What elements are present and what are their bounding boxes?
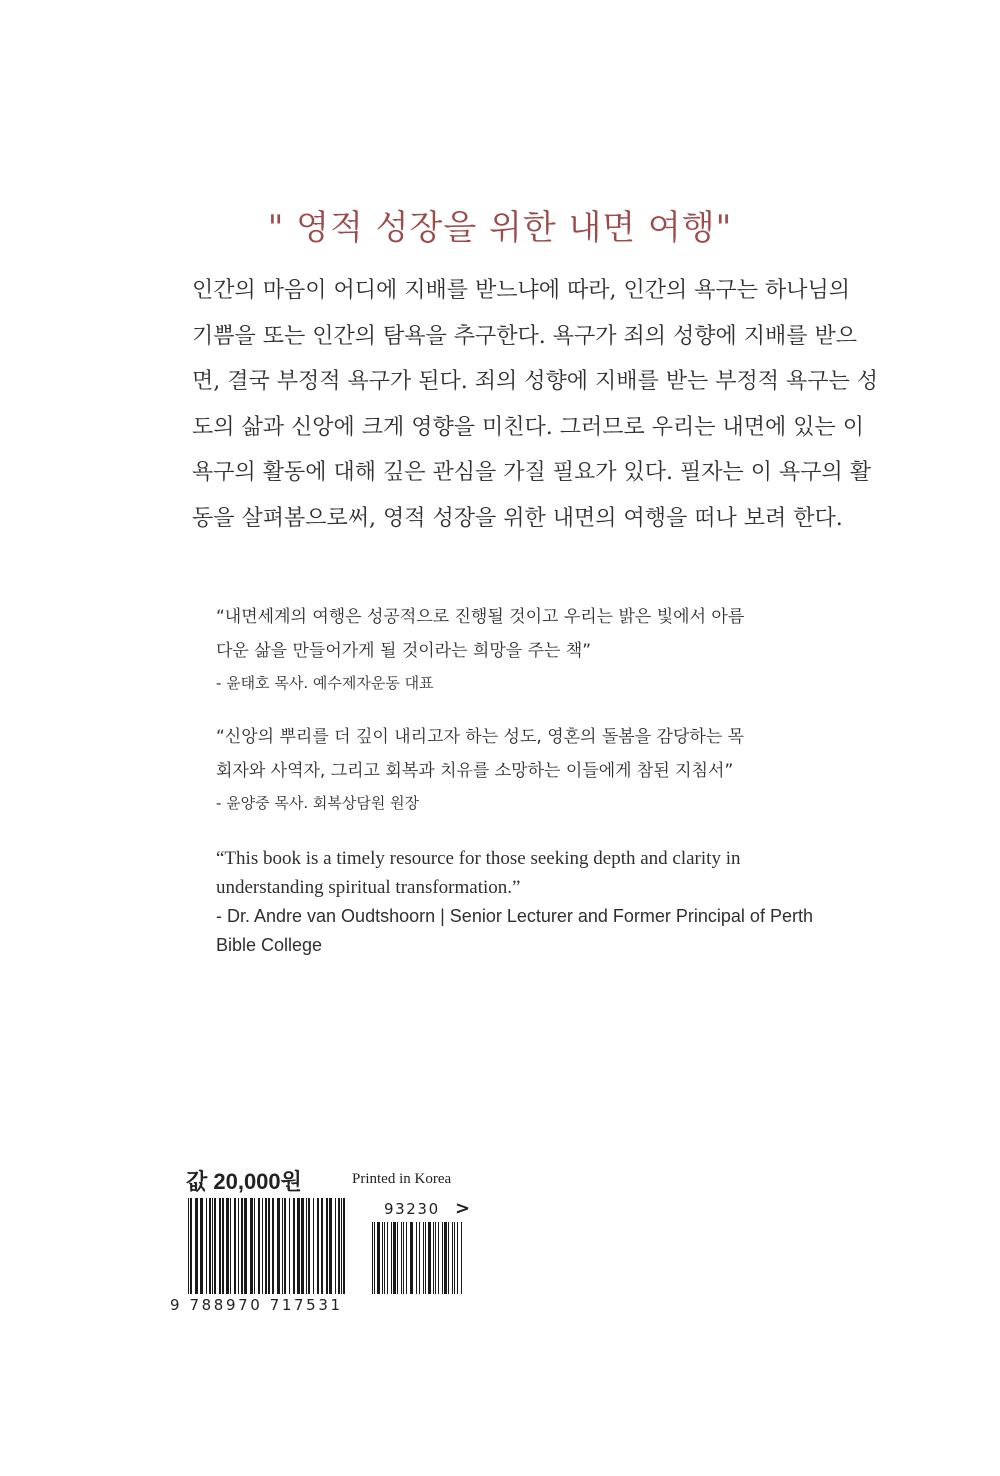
description-line: 동을 살펴봄으로써, 영적 성장을 위한 내면의 여행을 떠나 보려 한다. bbox=[192, 505, 843, 531]
barcode-bar bbox=[293, 1198, 295, 1294]
barcode-bar bbox=[454, 1222, 455, 1294]
barcode-bar bbox=[254, 1198, 255, 1294]
barcode-bar bbox=[282, 1198, 283, 1294]
barcode-bar bbox=[190, 1198, 192, 1294]
barcode-bar bbox=[416, 1222, 417, 1294]
isbn-barcode bbox=[188, 1198, 348, 1294]
quote-line: “내면세계의 여행은 성공적으로 진행될 것이고 우리는 밝은 빛에서 아름 bbox=[216, 607, 745, 627]
quote-line: “This book is a timely resource for those seeking depth and clarity in bbox=[216, 848, 741, 869]
barcode-bar bbox=[317, 1198, 319, 1294]
barcode-bar bbox=[212, 1198, 213, 1294]
endorsement-attribution: - 윤태호 목사. 예수제자운동 대표 bbox=[216, 674, 434, 692]
barcode-bar bbox=[219, 1198, 221, 1294]
barcode-bar bbox=[306, 1198, 307, 1294]
barcode-bar bbox=[200, 1198, 203, 1294]
barcode-bar bbox=[374, 1222, 375, 1294]
barcode-bar bbox=[226, 1198, 229, 1294]
barcode-bar bbox=[284, 1198, 286, 1294]
barcode-bar bbox=[214, 1198, 216, 1294]
printed-in-label: Printed in Korea bbox=[352, 1171, 452, 1187]
quote-line: understanding spiritual transformation.” bbox=[216, 877, 521, 898]
barcode-bar bbox=[448, 1222, 449, 1294]
endorsement-attribution: - 윤양중 목사. 회복상담원 원장 bbox=[216, 794, 420, 812]
barcode-bar bbox=[321, 1198, 323, 1294]
barcode-bar bbox=[308, 1198, 310, 1294]
barcode-bar bbox=[297, 1198, 300, 1294]
barcode-bar bbox=[277, 1198, 280, 1294]
barcode-bar bbox=[335, 1198, 336, 1294]
attribution-line: - Dr. Andre van Oudtshoorn | Senior Lecturer and Former Principal of Perth bbox=[216, 906, 813, 926]
barcode-bar bbox=[435, 1222, 436, 1294]
barcode-bar bbox=[195, 1198, 198, 1294]
description-line: 욕구의 활동에 대해 깊은 관심을 가질 필요가 있다. 필자는 이 욕구의 활 bbox=[192, 460, 871, 486]
barcode-bar bbox=[250, 1198, 253, 1294]
barcode-bar bbox=[272, 1198, 274, 1294]
barcode-bar bbox=[444, 1222, 447, 1294]
barcode-bar bbox=[268, 1198, 270, 1294]
endorsement-quote bbox=[216, 600, 796, 668]
description-line: 기쁨을 또는 인간의 탐욕을 추구한다. 욕구가 죄의 성향에 지배를 받으 bbox=[192, 323, 857, 349]
barcode-bar bbox=[457, 1222, 458, 1294]
barcode-bar bbox=[241, 1198, 243, 1294]
barcode-bar bbox=[222, 1198, 224, 1294]
barcode-bar bbox=[387, 1222, 388, 1294]
barcode-bar bbox=[461, 1222, 462, 1294]
endorsement-1 bbox=[216, 600, 796, 698]
barcode-bar bbox=[410, 1222, 413, 1294]
barcode-bar bbox=[393, 1222, 396, 1294]
barcode-bar bbox=[452, 1222, 453, 1294]
barcode-bar bbox=[289, 1198, 290, 1294]
barcode-bar bbox=[377, 1222, 380, 1294]
price-label: 값 20,000원 bbox=[186, 1169, 302, 1194]
barcode-bar bbox=[419, 1222, 420, 1294]
barcode-bar bbox=[425, 1222, 426, 1294]
quote-line: 회자와 사역자, 그리고 회복과 치유를 소망하는 이들에게 참된 지침서” bbox=[216, 761, 734, 781]
description-paragraph bbox=[192, 268, 878, 542]
quote-line: “신앙의 뿌리를 더 깊이 내리고자 하는 성도, 영혼의 돌봄을 감당하는 목 bbox=[216, 727, 745, 747]
barcode-bar bbox=[188, 1198, 189, 1294]
barcode-bar bbox=[230, 1198, 231, 1294]
barcode-bar bbox=[406, 1222, 407, 1294]
description-line: 도의 삶과 신앙에 크게 영향을 미친다. 그러므로 우리는 내면에 있는 이 bbox=[192, 414, 864, 440]
barcode-bar bbox=[397, 1222, 398, 1294]
endorsement-quote bbox=[216, 844, 796, 902]
barcode-bar bbox=[341, 1198, 342, 1294]
barcode-bar bbox=[326, 1198, 328, 1294]
barcode-bar bbox=[438, 1222, 439, 1294]
barcode-bar bbox=[262, 1198, 263, 1294]
barcode-bar bbox=[329, 1198, 332, 1294]
barcode-bar bbox=[382, 1222, 383, 1294]
headline: " 영적 성장을 위한 내면 여행" bbox=[267, 208, 733, 248]
barcode-bar bbox=[338, 1198, 340, 1294]
barcode-bar bbox=[423, 1222, 424, 1294]
endorsement-quote bbox=[216, 720, 796, 788]
barcode-bar bbox=[384, 1222, 385, 1294]
barcode-bar bbox=[372, 1222, 373, 1294]
description-line: 면, 결국 부정적 욕구가 된다. 죄의 성향에 지배를 받는 부정적 욕구는 성 bbox=[192, 369, 878, 395]
barcode-bar bbox=[234, 1198, 236, 1294]
quote-line: 다운 삶을 만들어가게 될 것이라는 희망을 주는 책” bbox=[216, 641, 592, 661]
endorsement-2 bbox=[216, 720, 796, 818]
chevron-right-icon: > bbox=[455, 1198, 471, 1219]
barcode-bar bbox=[265, 1198, 267, 1294]
endorsement-attribution bbox=[216, 902, 813, 960]
barcode-bar bbox=[403, 1222, 404, 1294]
barcode-bar bbox=[428, 1222, 431, 1294]
barcode-bar bbox=[433, 1222, 434, 1294]
barcode-bar bbox=[343, 1198, 345, 1294]
barcode-bar bbox=[206, 1198, 207, 1294]
barcode-bar bbox=[391, 1222, 392, 1294]
barcode-bar bbox=[401, 1222, 402, 1294]
isbn-digits: 9 788970 717531 bbox=[170, 1296, 343, 1314]
addon-digits: 93230 bbox=[384, 1200, 440, 1218]
barcode-bar bbox=[238, 1198, 239, 1294]
barcode-bar bbox=[258, 1198, 260, 1294]
endorsement-english bbox=[216, 844, 813, 960]
barcode-bar bbox=[209, 1198, 211, 1294]
barcode-bar bbox=[313, 1198, 314, 1294]
description-line: 인간의 마음이 어디에 지배를 받느냐에 따라, 인간의 욕구는 하나님의 bbox=[192, 278, 850, 303]
barcode-bar bbox=[301, 1198, 304, 1294]
addon-barcode bbox=[372, 1222, 462, 1294]
barcode-bar bbox=[442, 1222, 443, 1294]
attribution-line: Bible College bbox=[216, 935, 323, 955]
barcode-bar bbox=[244, 1198, 247, 1294]
